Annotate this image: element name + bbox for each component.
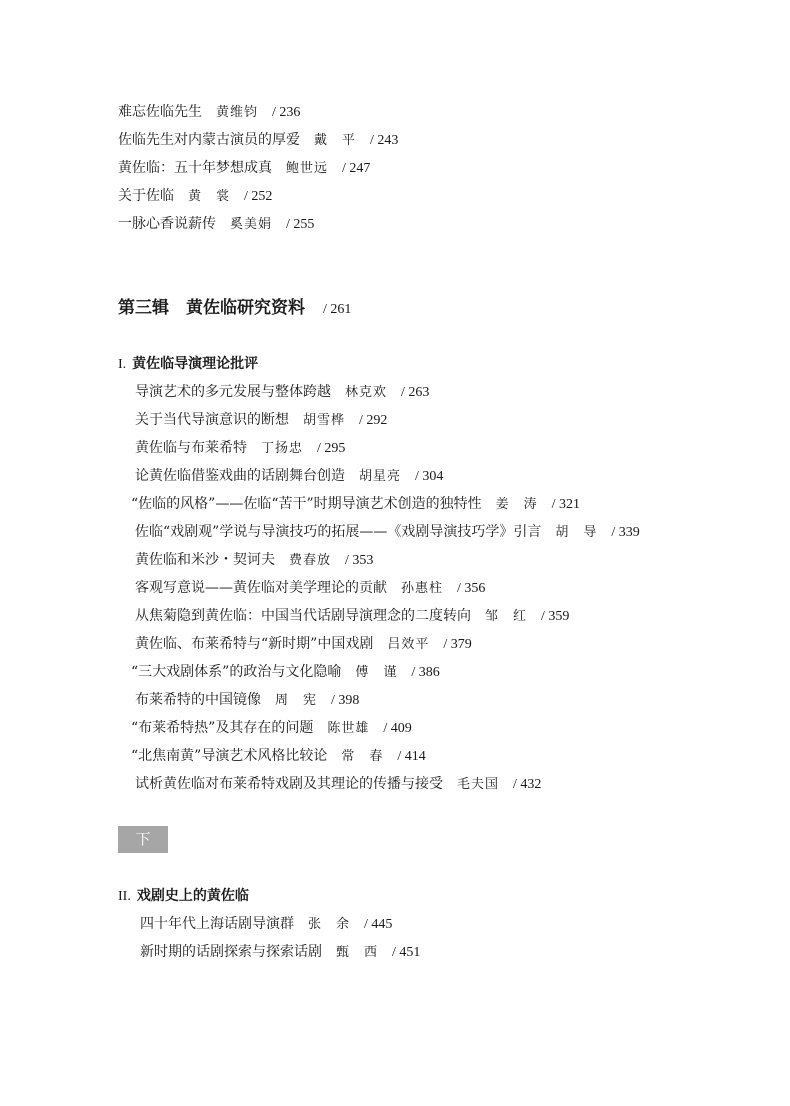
toc-entry: [135, 634, 472, 655]
entry-title: “佐临的风格”——佐临“苦干”时期导演艺术创造的独特性: [131, 496, 482, 512]
volume-badge: 下: [118, 826, 168, 853]
entry-page: / 263: [401, 385, 430, 400]
entry-page: / 255: [286, 217, 315, 232]
entry-title: 佐临“戏剧观”学说与导演技巧的拓展——《戏剧导演技巧学》引言: [135, 524, 542, 540]
entry-author: 胡 导: [555, 525, 598, 540]
entry-author: 姜 涛: [495, 497, 538, 512]
entry-author: 黄 裳: [188, 189, 231, 204]
entry-page: / 414: [397, 749, 426, 764]
entry-title: 客观写意说——黄佐临对美学理论的贡献: [135, 580, 387, 596]
toc-entry: [135, 550, 373, 571]
entry-author: 鲍世远: [286, 161, 329, 176]
entry-title: 导演艺术的多元发展与整体跨越: [135, 384, 331, 400]
entry-author: 吕效平: [387, 637, 430, 652]
entry-title: “北焦南黄”导演艺术风格比较论: [131, 748, 328, 764]
entry-title: 试析黄佐临对布莱希特戏剧及其理论的传播与接受: [135, 776, 443, 792]
entry-page: / 386: [411, 665, 440, 680]
toc-entry: [135, 438, 345, 459]
entry-title: 佐临先生对内蒙古演员的厚爱: [118, 132, 300, 148]
entry-author: 邹 红: [485, 609, 528, 624]
entry-author: 丁扬忠: [261, 441, 304, 456]
toc-entry: [135, 382, 429, 403]
entry-page: / 356: [457, 581, 486, 596]
entry-page: / 451: [392, 945, 421, 960]
entry-author: 奚美娟: [230, 217, 273, 232]
entry-title: 四十年代上海话剧导演群: [140, 916, 294, 932]
entry-page: / 398: [331, 693, 360, 708]
entry-title: 黄佐临、布莱希特与“新时期”中国戏剧: [135, 636, 374, 652]
entry-page: / 321: [551, 497, 581, 512]
entry-title: 一脉心香说薪传: [118, 216, 216, 232]
entry-author: 傅 谨: [355, 665, 398, 680]
section-heading-1: [118, 354, 258, 375]
toc-entry: [135, 578, 485, 599]
entry-author: 孙惠柱: [401, 581, 444, 596]
entry-page: / 252: [244, 189, 273, 204]
part-title: 第三辑 黄佐临研究资料: [118, 298, 305, 318]
entry-title: 新时期的话剧探索与探索话剧: [140, 944, 322, 960]
entry-page: / 339: [611, 525, 640, 540]
entry-author: 常 春: [341, 749, 384, 764]
toc-entry: [118, 186, 272, 207]
entry-page: / 304: [415, 469, 444, 484]
entry-author: 费春放: [289, 553, 332, 568]
section-heading-2: [118, 886, 249, 907]
toc-entry: [135, 690, 359, 711]
toc-entry: [118, 158, 370, 179]
toc-entry: [135, 606, 569, 627]
entry-page: / 292: [359, 413, 388, 428]
entry-page: / 247: [342, 161, 371, 176]
toc-entry: [135, 466, 443, 487]
entry-title: “三大戏剧体系”的政治与文化隐喻: [131, 664, 342, 680]
entry-page: / 409: [383, 721, 412, 736]
entry-title: 关于当代导演意识的断想: [135, 412, 289, 428]
entry-page: / 295: [317, 441, 346, 456]
entry-title: 黄佐临：五十年梦想成真: [118, 160, 272, 176]
entry-page: / 379: [443, 637, 472, 652]
entry-page: / 359: [541, 609, 570, 624]
entry-title: “布莱希特热”及其存在的问题: [131, 720, 314, 736]
entry-title: 黄佐临与布莱希特: [135, 440, 247, 456]
toc-entry: [135, 522, 640, 543]
toc-entry: [131, 718, 412, 739]
entry-page: / 432: [513, 777, 542, 792]
toc-entry: [135, 774, 541, 795]
entry-author: 陈世雄: [327, 721, 370, 736]
entry-author: 张 余: [308, 917, 351, 932]
section-numeral: II.: [118, 889, 131, 904]
entry-author: 黄维钧: [216, 105, 259, 120]
entry-page: / 445: [364, 917, 393, 932]
entry-title: 难忘佐临先生: [118, 104, 202, 120]
section-title: 黄佐临导演理论批评: [132, 356, 259, 372]
entry-page: / 243: [370, 133, 399, 148]
toc-entry: [131, 662, 440, 683]
section-title: 戏剧史上的黄佐临: [136, 888, 249, 904]
part-heading: [118, 296, 351, 322]
entry-author: 毛夫国: [457, 777, 500, 792]
toc-entry: [118, 102, 300, 123]
entry-page: / 236: [272, 105, 301, 120]
part-page: / 261: [323, 302, 352, 317]
entry-title: 从焦菊隐到黄佐临：中国当代话剧导演理念的二度转向: [135, 608, 471, 624]
entry-title: 黄佐临和米沙・契诃夫: [135, 552, 275, 568]
entry-author: 戴 平: [314, 133, 357, 148]
toc-entry: [131, 494, 580, 515]
toc-entry: [135, 410, 387, 431]
toc-entry: [140, 914, 392, 935]
toc-entry: [118, 214, 314, 235]
entry-author: 甄 西: [336, 945, 379, 960]
toc-entry: [131, 746, 426, 767]
entry-title: 论黄佐临借鉴戏曲的话剧舞台创造: [135, 468, 345, 484]
entry-author: 林克欢: [345, 385, 388, 400]
toc-entry: [118, 130, 398, 151]
entry-author: 周 宪: [275, 693, 318, 708]
toc-entry: [140, 942, 420, 963]
entry-author: 胡雪桦: [303, 413, 346, 428]
entry-page: / 353: [345, 553, 374, 568]
section-numeral: I.: [118, 357, 127, 372]
entry-author: 胡星亮: [359, 469, 402, 484]
entry-title: 关于佐临: [118, 188, 174, 204]
entry-title: 布莱希特的中国镜像: [135, 692, 261, 708]
